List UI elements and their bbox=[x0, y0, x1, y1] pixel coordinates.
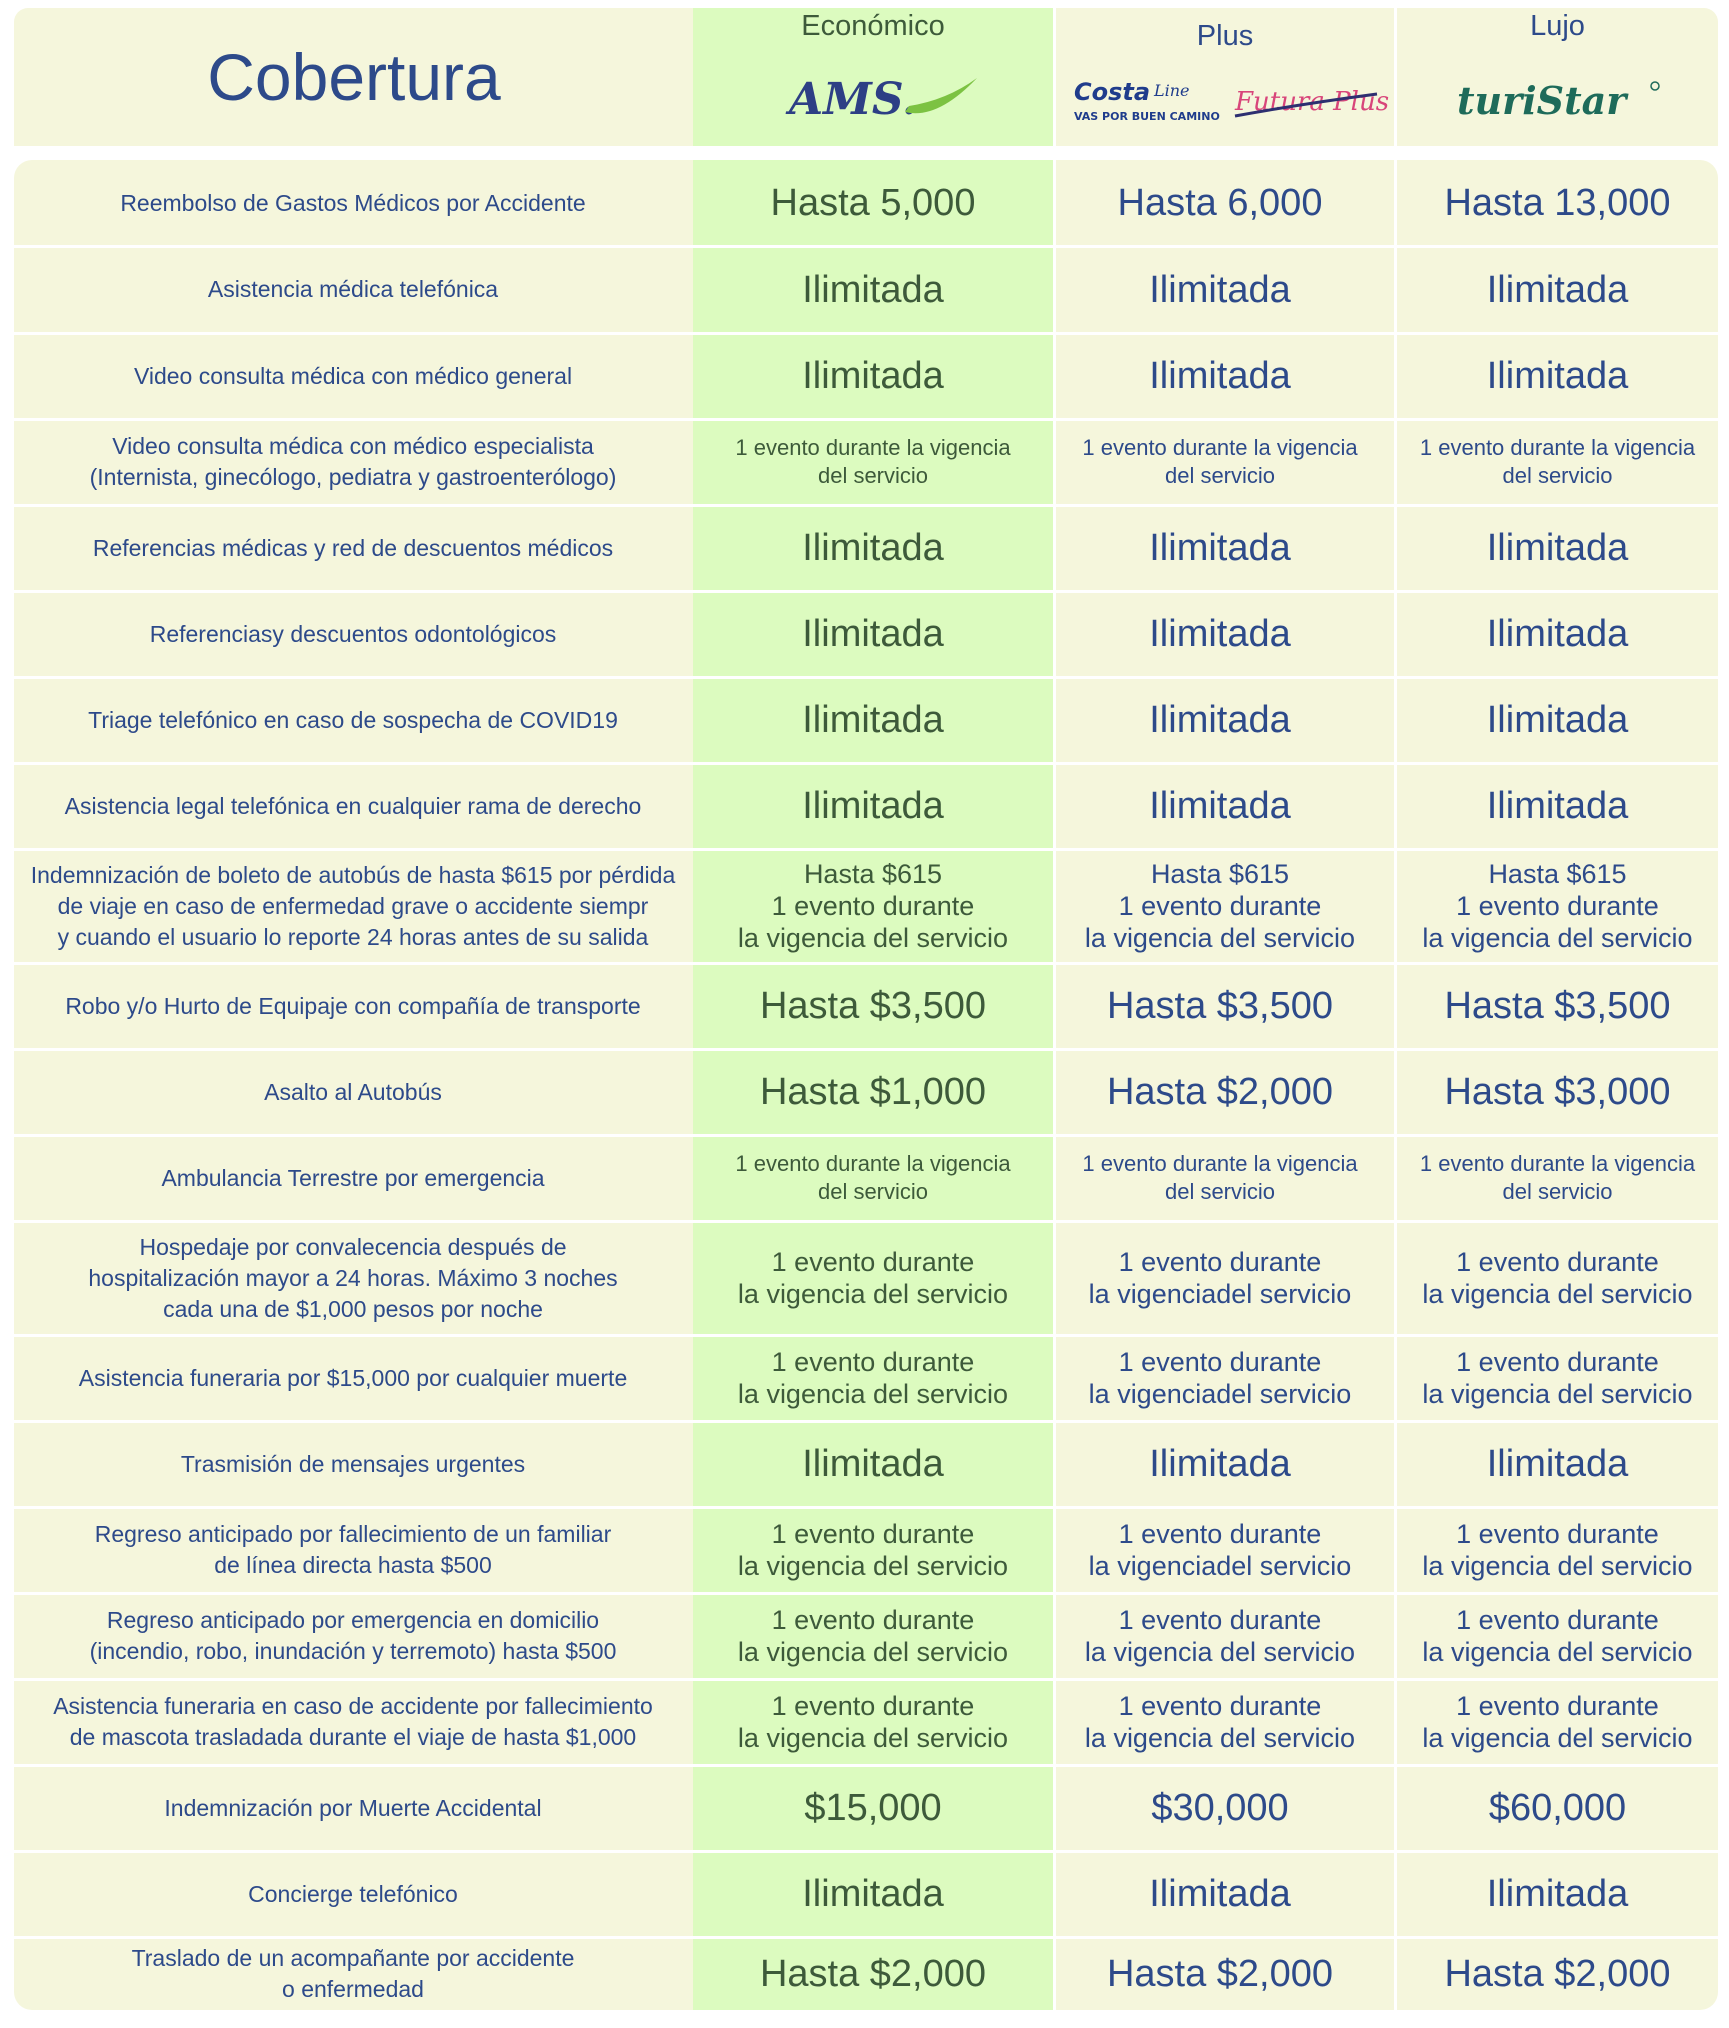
lujo-value: 1 evento durante la vigencia del servicio bbox=[1422, 1519, 1693, 1581]
header-column-economico bbox=[693, 8, 1053, 146]
economico-value: Hasta $615 1 evento durante la vigencia del servicio bbox=[737, 859, 1009, 953]
economico-value: Ilimitada bbox=[802, 785, 944, 827]
economico-value: Hasta 5,000 bbox=[770, 182, 976, 224]
plus-value: Hasta 6,000 bbox=[1117, 182, 1323, 224]
coverage-label: Referenciasy descuentos odontológicos bbox=[149, 620, 557, 647]
svg-text:turiStar: turiStar bbox=[1457, 78, 1627, 123]
lujo-value: Ilimitada bbox=[1486, 355, 1629, 397]
column-name: Económico bbox=[801, 10, 945, 42]
plus-value: 1 evento durante la vigencia del servicio bbox=[1084, 1605, 1356, 1667]
svg-text:Futura Plus: Futura Plus bbox=[1235, 87, 1390, 117]
plus-value: $30,000 bbox=[1151, 1787, 1289, 1829]
economico-value: Ilimitada bbox=[802, 699, 944, 741]
plus-value: Hasta $2,000 bbox=[1106, 1071, 1334, 1113]
economico-value: 1 evento durante la vigencia del servicio bbox=[737, 1247, 1009, 1309]
header-column-lujo bbox=[1397, 8, 1718, 146]
coverage-label: Video consulta médica con médico especialista (Internista, ginecólogo, pediatra y gastroenterólogo) bbox=[89, 433, 617, 490]
plus-value: Ilimitada bbox=[1149, 785, 1291, 827]
svg-text:Line: Line bbox=[1154, 81, 1190, 100]
lujo-value: Hasta $615 1 evento durante la vigencia del servicio bbox=[1422, 859, 1693, 953]
plus-value: 1 evento durante la vigenciadel servicio bbox=[1088, 1247, 1352, 1309]
plus-value: Ilimitada bbox=[1149, 527, 1291, 569]
economico-value: $15,000 bbox=[804, 1787, 942, 1829]
lujo-value: Hasta $3,500 bbox=[1444, 985, 1671, 1027]
coverage-label: Referencias médicas y red de descuentos médicos bbox=[92, 534, 614, 561]
coverage-label: Triage telefónico en caso de sospecha de COVID19 bbox=[88, 706, 618, 733]
economico-value: 1 evento durante la vigencia del servicio bbox=[735, 435, 1011, 488]
coverage-label: Regreso anticipado por emergencia en domicilio (incendio, robo, inundación y terremoto) hasta $500 bbox=[89, 1607, 617, 1664]
plus-value: 1 evento durante la vigenciadel servicio bbox=[1088, 1519, 1352, 1581]
coverage-label: Asistencia funeraria en caso de accidente por fallecimiento de mascota trasladada durante el viaje de hasta $1,000 bbox=[53, 1693, 653, 1750]
plus-value: 1 evento durante la vigencia del servicio bbox=[1082, 435, 1358, 488]
economico-value: Ilimitada bbox=[802, 268, 944, 311]
lujo-value: $60,000 bbox=[1488, 1787, 1627, 1829]
economico-value: Hasta $1,000 bbox=[759, 1071, 987, 1113]
coverage-label: Concierge telefónico bbox=[248, 1880, 458, 1907]
economico-value: Ilimitada bbox=[802, 355, 944, 397]
plus-value: Hasta $615 1 evento durante la vigencia del servicio bbox=[1084, 859, 1356, 953]
coverage-label: Indemnización de boleto de autobús de hasta $615 por pérdida de viaje en caso de enfermedad grave o accidente siempr y cuando el usuario lo reporte 24 horas antes de su salida bbox=[30, 861, 676, 950]
coverage-label: Asistencia funeraria por $15,000 por cualquier muerte bbox=[78, 1364, 628, 1391]
coverage-label: Traslado de un acompañante por accidente o enfermedad bbox=[131, 1944, 575, 2002]
economico-value: 1 evento durante la vigencia del servicio bbox=[737, 1347, 1009, 1409]
economico-value: 1 evento durante la vigencia del servicio bbox=[737, 1605, 1009, 1667]
costaline-logo bbox=[1074, 76, 1220, 132]
lujo-value: 1 evento durante la vigencia del servicio bbox=[1422, 1347, 1693, 1409]
lujo-value: Hasta $2,000 bbox=[1444, 1952, 1671, 1995]
coverage-label: Video consulta médica con médico general bbox=[133, 362, 573, 389]
plus-value: Hasta $2,000 bbox=[1106, 1952, 1334, 1995]
lujo-value: Ilimitada bbox=[1486, 527, 1629, 569]
plus-value: Ilimitada bbox=[1149, 699, 1291, 741]
plus-value: Ilimitada bbox=[1149, 268, 1291, 311]
lujo-value: Ilimitada bbox=[1486, 1873, 1629, 1915]
plus-value: 1 evento durante la vigenciadel servicio bbox=[1088, 1347, 1352, 1409]
lujo-value: Hasta $3,000 bbox=[1444, 1071, 1671, 1113]
economico-value: Ilimitada bbox=[802, 527, 944, 569]
economico-value: Hasta $2,000 bbox=[759, 1952, 987, 1995]
lujo-value: Hasta 13,000 bbox=[1444, 182, 1671, 224]
plus-value: 1 evento durante la vigencia del servicio bbox=[1082, 1151, 1358, 1204]
coverage-label: Ambulancia Terrestre por emergencia bbox=[161, 1164, 545, 1191]
coverage-label: Reembolso de Gastos Médicos por Accidente bbox=[120, 189, 586, 216]
coverage-label: Asistencia médica telefónica bbox=[207, 276, 499, 302]
coverage-label: Asalto al Autobús bbox=[264, 1078, 442, 1105]
coverage-label: Robo y/o Hurto de Equipaje con compañía de transporte bbox=[65, 992, 641, 1019]
coverage-label: Hospedaje por convalecencia después de hospitalización mayor a 24 horas. Máximo 3 noches cada una de $1,000 pesos por noche bbox=[88, 1233, 618, 1322]
coverage-label: Regreso anticipado por fallecimiento de un familiar de línea directa hasta $500 bbox=[94, 1521, 612, 1578]
futura-plus-logo bbox=[1231, 74, 1390, 130]
header-column-plus bbox=[1056, 8, 1394, 146]
economico-value: 1 evento durante la vigencia del servicio bbox=[737, 1691, 1009, 1753]
lujo-value: 1 evento durante la vigencia del servicio bbox=[1422, 1691, 1693, 1753]
svg-text:VAS POR BUEN CAMINO: VAS POR BUEN CAMINO bbox=[1074, 110, 1220, 123]
economico-value: Ilimitada bbox=[802, 613, 944, 655]
lujo-value: 1 evento durante la vigencia del servicio bbox=[1419, 1151, 1696, 1204]
lujo-value: Ilimitada bbox=[1486, 1443, 1629, 1485]
coverage-label: Trasmisión de mensajes urgentes bbox=[180, 1450, 526, 1477]
lujo-value: Ilimitada bbox=[1486, 785, 1629, 827]
plus-value: 1 evento durante la vigencia del servicio bbox=[1084, 1691, 1356, 1753]
lujo-value: Ilimitada bbox=[1486, 699, 1629, 741]
economico-value: 1 evento durante la vigencia del servicio bbox=[735, 1151, 1011, 1204]
plus-value: Hasta $3,500 bbox=[1106, 985, 1334, 1027]
plus-value: Ilimitada bbox=[1149, 1873, 1291, 1915]
economico-value: Ilimitada bbox=[802, 1873, 944, 1915]
page-title: Cobertura bbox=[207, 40, 501, 114]
coverage-label: Indemnización por Muerte Accidental bbox=[164, 1794, 542, 1821]
column-name: Lujo bbox=[1530, 10, 1585, 42]
plus-value: Ilimitada bbox=[1149, 613, 1291, 655]
coverage-label: Asistencia legal telefónica en cualquier rama de derecho bbox=[64, 792, 642, 819]
economico-value: Ilimitada bbox=[802, 1443, 944, 1485]
economico-value: Hasta $3,500 bbox=[759, 985, 987, 1027]
lujo-value: 1 evento durante la vigencia del servicio bbox=[1422, 1247, 1693, 1309]
economico-value: 1 evento durante la vigencia del servicio bbox=[737, 1519, 1009, 1581]
plus-value: Ilimitada bbox=[1149, 1443, 1291, 1485]
column-name: Plus bbox=[1196, 20, 1254, 52]
lujo-value: 1 evento durante la vigencia del servicio bbox=[1419, 435, 1696, 488]
lujo-value: Ilimitada bbox=[1486, 613, 1629, 655]
svg-text:Costa: Costa bbox=[1074, 78, 1151, 106]
plus-value: Ilimitada bbox=[1149, 355, 1291, 397]
ams-logo bbox=[787, 70, 987, 126]
ams-logo-text: AMS. bbox=[789, 74, 918, 125]
turistar-logo bbox=[1455, 72, 1665, 130]
lujo-value: Ilimitada bbox=[1486, 268, 1629, 311]
lujo-value: 1 evento durante la vigencia del servicio bbox=[1422, 1605, 1693, 1667]
